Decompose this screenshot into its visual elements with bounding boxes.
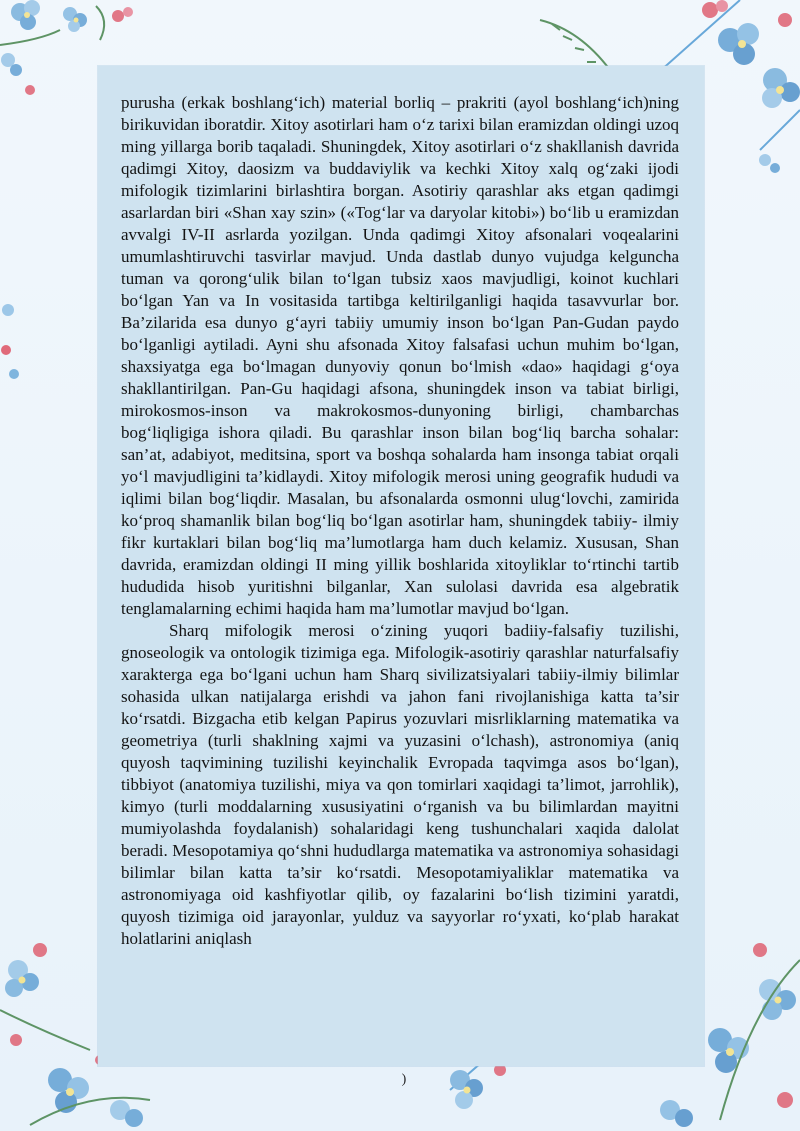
paragraph-2: Sharq mifologik merosi o‘zining yuqori badiiy-falsafiy tuzilishi, gnoseologik va ontologik tizimiga ega. Mifologik-asotiriy qarashlar naturfalsafiy xarakterga ega bo‘lgani uchun ham Sharq sivilizatsiyalari tabiiy-ilmiy bilimlar sohasida ulkan natijalarga erishdi va jahon fani rivojlanishiga katta ta’sir ko‘rsatdi. Bizgacha etib kelgan Papirus yozuvlari misrliklarning matematika va geometriya (turli shaklning xajmi va yuzasini o‘lchash), astronomiya (aniq quyosh taqvimining tuzilishi keyinchalik Evropada taqvimga asos bo‘lgan), tibbiyot (anatomiya tuzilishi, miya va qon tomirlari xaqidagi ta’limot, jarrohlik), kimyo (turli moddalarning xususiyatini o‘rganish va bu bilimlardan mayitni mumiyolashda foydalanish) sohalaridagi keng tushunchalari xaqida dalolat beradi. Mesopotamiya qo‘shni hududlarga matematika va astronomiya sohasidagi bilimlar bilan katta ta’sir ko‘rsatdi. Mesopotamiyaliklar matematika va astronomiyaga oid kashfiyotlar qilib, oy fazalarini bo‘lish tizimini yaratdi, quyosh tizimiga oid jarayonlar, yulduz va sayyorlar ro‘yxati, ko‘plab harakat holatlarini aniqlash (121, 621, 679, 948)
paragraph-1: purusha (erkak boshlang‘ich) material borliq – prakriti (ayol boshlang‘ich)ning birikuvidan iboratdir. Xitoy asotirlari ham o‘z tarixi bilan eramizdan oldingi uzoq ming yillarga borib taqaladi. Shuningdek, Xitoy asotirlari o‘z shakllanish davrida qadimgi Xitoy, daosizm va buddaviylik va kechki Xitoy xalq og‘zaki ijodi mifologik tizimlarini birlashtira borgan. Asotiriy qarashlar aks etgan qadimgi asarlardan biri «Shan xay szin» («Tog‘lar va daryolar kitobi») bo‘lib u eramizdan avvalgi IV-II asrlarda yozilgan. Unda qadimgi Xitoy afsonalari voqealarini umumlashtiruvchi tasvirlar mavjud. Unda dastlab dunyo vujudga kelguncha tuman va qorong‘ulik bilan to‘lgan tubsiz xaos mavjudligi, koinot kuchlari bo‘lgan Yan va In vositasida tartibga keltirilganligi haqida tasavvurlar bor. Ba’zilarida esa dunyo g‘ayri tabiiy umumiy inson bo‘lgan Pan-Gudan paydo bo‘lganligi aytiladi. Ayni shu afsonada Xitoy falsafasi uchun muhim bo‘lgan, shaxsiyatga ega bo‘lmagan dunyoviy qonun bo‘lmish «dao» haqidagi g‘oya shakllantirilgan. Pan-Gu haqidagi afsona, shuningdek inson va tabiat birligi, mirokosmos-inson va makrokosmos-dunyoning birligi, chambarchas bog‘liqligiga ishora qiladi. Bu qarashlar inson bilan bog‘liq barcha sohalar: san’at, adabiyot, meditsina, sport va boshqa sohalarda ham insonga tabiat orqali yo‘l mavjudligini ta’kidlaydi. Xitoy mifologik merosi uning geografik hududi va iqlimi bilan bog‘liqdir. Masalan, bu afsonalarda osmonni ulug‘lovchi, zamirida ko‘proq shamanlik bilan bog‘liq bo‘lgan asotirlar ham, shuningdek tabiiy- ilmiy fikr kurtaklari bilan bog‘liq ma’lumotlarga ham duch kelamiz. Xususan, Shan davrida, eramizdan oldingi II ming yillik boshlarida xitoyliklar to‘rtinchi tartib hududida hisob yuritishni bilganlar, Xan sulolasi davrida esa algebratik tenglamalarning echimi haqida ham ma’lumotlar mavjud bo‘lgan. (121, 93, 679, 618)
document-body (121, 92, 679, 950)
page-number: ) (401, 1072, 407, 1087)
